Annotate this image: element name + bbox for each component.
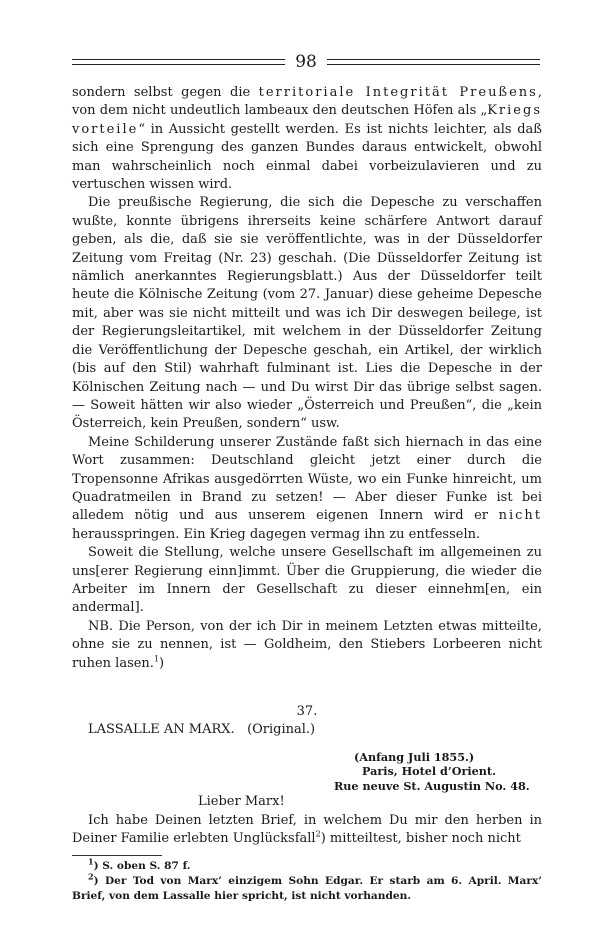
paragraph-text: “ in Aussicht gestellt werden. Es ist nichts leichter, als daß sich eine Sprengung des ganzen Bundes daraus entwickelt, obwohl man wahrscheinlich noch einmal dabei vorbeizulavieren und zu vertuschen wissen wird. [72,121,542,193]
paragraph-4: Soweit die Stellung, welche unsere Gesellschaft im allgemeinen zu uns[erer Regierung einn]immt. Über die Gruppierung, die wieder die Arbeiter im Innern der Gesellschaft zu dieser einnehm[en, ein andermal]. [72,545,542,616]
letter-opening [72,812,542,849]
spaced-emphasis: nicht [498,508,542,524]
paragraph-text: sondern selbst gegen die [72,85,259,100]
footnote-ref: 1 [153,654,160,664]
footnote-ref: 2 [315,829,321,839]
main-text [72,84,542,904]
paragraph-2: Die preußische Regierung, die sich die Depesche zu verschaffen wußte, konnte übrigens ihrerseits keine schärfere Antwort darauf geben, als die, daß sie sie veröffentlichte, was in der Düsseldorfer Zeitung vom Freitag (Nr. 23) geschah. (Die Düsseldorfer Zeitung ist nämlich anerkanntes Regierungsblatt.) Aus der Düsseldorfer teilt heute die Kölnische Zeitung (vom 27. Januar) diese geheime Depesche mit, aber was sie nicht mitteilt und was ich Dir deswegen beilege, ist der Regierungsleitartikel, mit welchem in der Düsseldorfer Zeitung die Veröffentlichung der Depesche geschah, ein Artikel, der wirklich (bis auf den Stil) wahrhaft fulminant ist. Lies die Depesche in der Kölnischen Zeitung nach — und Du wirst Dir das übrige selbst sagen. — Soweit hätten wir also wieder „Österreich und Preußen“, die „kein Österreich, kein Preußen, sondern“ usw. [72,195,542,432]
letter-place: Paris, Hotel d’Orient. [362,764,496,779]
letter-address: Rue neuve St. Augustin No. 48. [334,778,530,793]
letter-dateline [334,750,542,794]
header-rule-right [327,59,540,65]
paragraph-5 [72,618,542,673]
paragraph-text: ) [159,655,165,671]
paragraph-text: Meine Schilderung unserer Zustände faßt sich hiernach in das eine Wort zusammen: Deutschland gleicht jetzt einer durch die Tropensonne Afrikas ausgedörrten Wüste, wo ein Funke hinreicht, um Quadratmeilen in Brand zu setzen! — Aber dieser Funke ist bei alledem nötig und aus unserem eigenen Innern wird er [72,434,542,524]
spaced-emphasis: Kriegs vorteile [72,103,542,137]
letter-date: (Anfang Juli 1855.) [354,749,475,764]
page-number: 98 [295,52,317,72]
page-header [72,50,540,74]
footnote-mark: 2 [88,871,94,881]
paragraph-3 [72,434,542,544]
letter-salutation: Lieber Marx! [198,794,285,810]
header-rule-left [72,59,285,65]
paragraph-text: NB. Die Person, von der ich Dir in meinem Letzten etwas mitteilte, ohne sie zu nennen, ist — Goldheim, den Stiebers Lorbeeren nicht ruhen lasen. [72,618,542,671]
paragraph-text: Ich habe Deinen letzten Brief, in welchem Du mir den herben in Deiner Familie erlebten Unglücksfall [72,812,542,847]
letter-heading [72,721,542,739]
footnote-text: ) S. oben S. 87 f. [93,859,191,872]
spaced-emphasis: territoriale Integrität Preußens [258,85,538,100]
letter-number: 37. [296,704,318,719]
letter-source-note: (Original.) [247,722,316,738]
paragraph-1 [72,84,542,194]
paragraph-text: ) mitteiltest, bisher noch nicht [320,831,521,847]
footnote-1 [72,856,542,874]
letter-title: LASSALLE AN MARX. [88,722,235,738]
footnote-mark: 1 [88,856,94,866]
footnote-text: ) Der Tod von Marx’ einzigem Sohn Edgar. Er starb am 6. April. Marx’ Brief, von dem Lassalle hier spricht, ist nicht vorhanden. [72,874,542,902]
footnote-divider [72,855,162,856]
paragraph-text: herausspringen. Ein Krieg dagegen vermag ihn zu entfesseln. [72,526,481,542]
paragraph-text: , von dem nicht undeutlich lambeaux den deutschen Höfen als „ [72,85,542,119]
footnote-2 [72,871,542,904]
